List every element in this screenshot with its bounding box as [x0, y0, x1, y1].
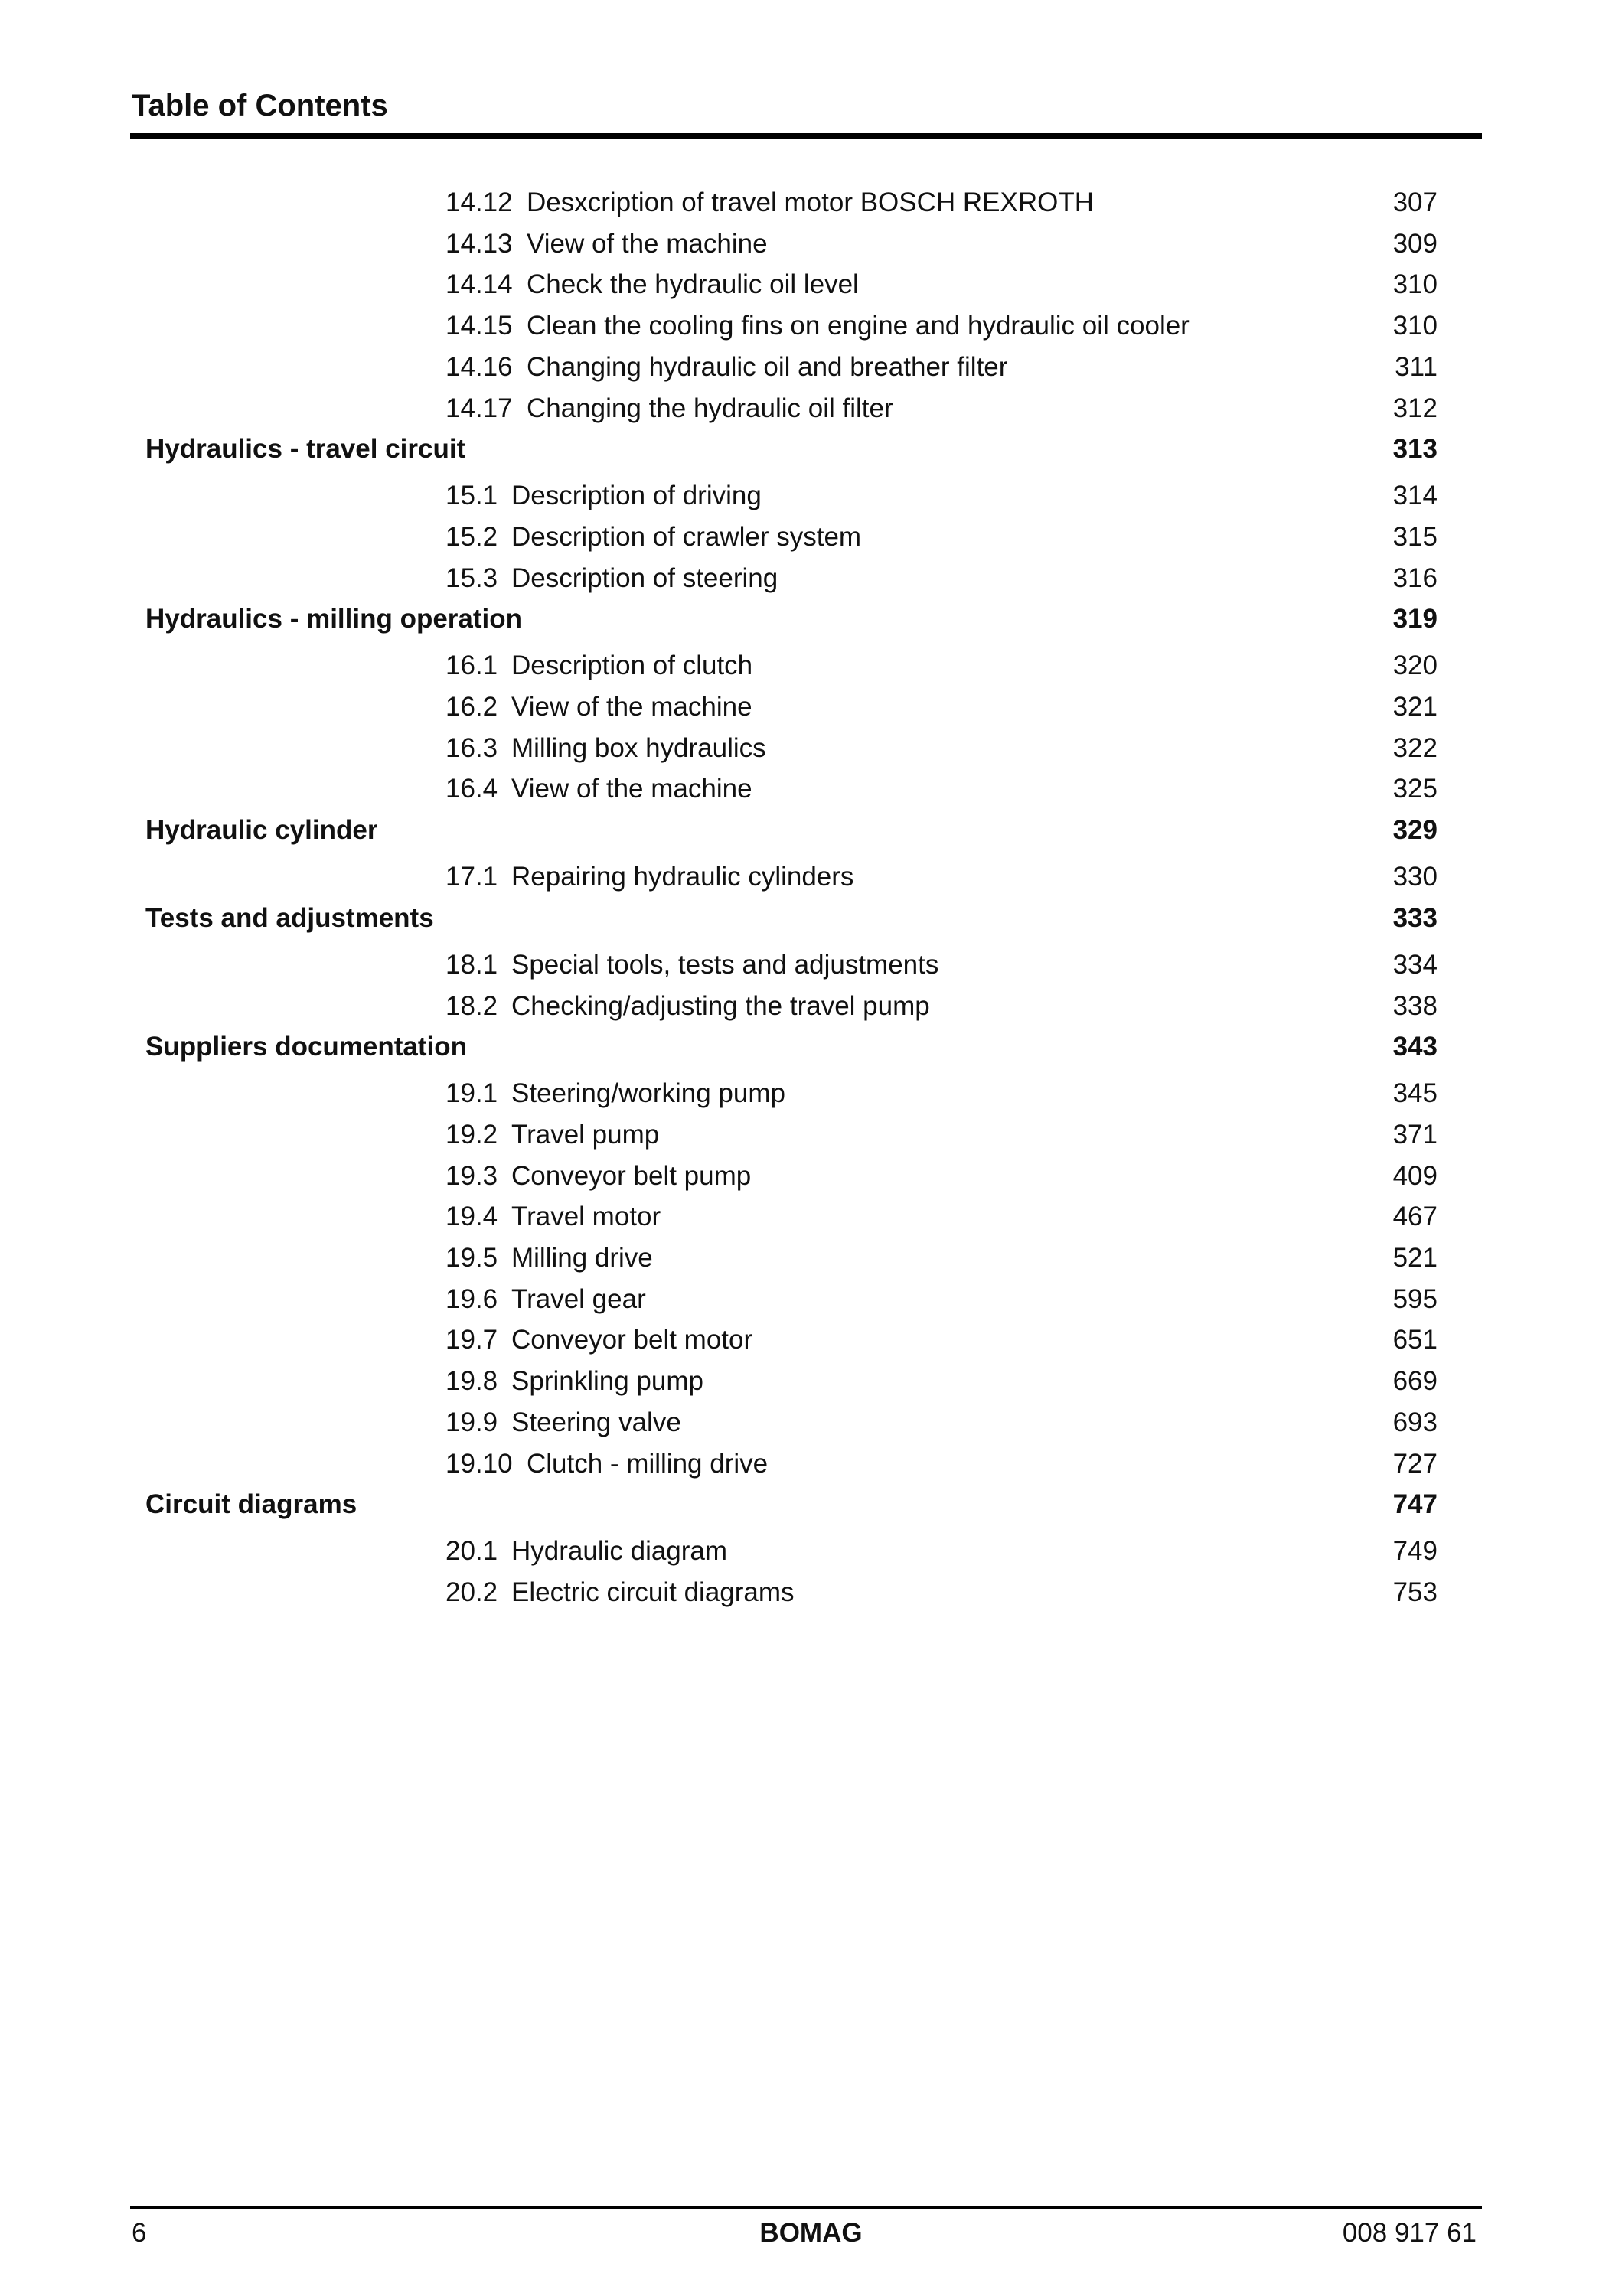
toc-page-number: 693 [1392, 1407, 1438, 1437]
toc-page-number: 334 [1392, 949, 1438, 980]
toc-section-title: View of the machine [527, 228, 768, 259]
toc-chapter-row[interactable] [0, 902, 1622, 935]
toc-section-title: View of the machine [511, 692, 752, 722]
toc-section-title: Description of crawler system [511, 521, 862, 552]
toc-page-number: 320 [1392, 651, 1438, 681]
footer-brand: BOMAG [759, 2218, 863, 2248]
toc-section-number: 14.12 [445, 188, 513, 217]
toc-section-row[interactable] [0, 990, 1622, 1023]
toc-section-number: 15.1 [445, 481, 498, 511]
toc-section-row[interactable] [0, 351, 1622, 384]
toc-page-number: 727 [1392, 1448, 1438, 1479]
toc-section-row[interactable] [0, 1283, 1622, 1316]
toc-chapter-row[interactable] [0, 602, 1622, 636]
toc-page-number: 467 [1392, 1202, 1438, 1232]
toc-section-title: Hydraulic diagram [511, 1536, 728, 1567]
toc-section-title: Desxcription of travel motor BOSCH REXROTH [527, 188, 1095, 217]
toc-section-title: Conveyor belt pump [511, 1160, 752, 1191]
toc-section-row[interactable] [0, 1159, 1622, 1193]
toc-section-title: Conveyor belt motor [511, 1325, 753, 1355]
toc-page-number: 325 [1392, 774, 1438, 804]
toc-page-number: 753 [1392, 1577, 1438, 1607]
toc-section-title: Description of driving [511, 481, 762, 511]
toc-section-number: 17.1 [445, 862, 498, 892]
toc-section-row[interactable] [0, 649, 1622, 683]
toc-section-title: Milling box hydraulics [511, 732, 766, 763]
toc-section-title: Changing hydraulic oil and breather filter [527, 351, 1008, 382]
toc-page-number: 371 [1392, 1119, 1438, 1150]
toc-page-number: 343 [1392, 1032, 1438, 1062]
toc-page-number: 319 [1392, 604, 1438, 634]
toc-page-number: 338 [1392, 990, 1438, 1021]
toc-page-number: 747 [1392, 1489, 1438, 1520]
toc-section-title: Changing the hydraulic oil filter [527, 393, 893, 423]
toc-section-title: Travel gear [511, 1283, 646, 1314]
toc-section-number: 19.4 [445, 1202, 498, 1232]
toc-section-number: 19.8 [445, 1366, 498, 1397]
footer-divider [130, 2206, 1482, 2209]
toc-section-row[interactable] [0, 860, 1622, 894]
footer-doc-number: 008 917 61 [1342, 2218, 1477, 2248]
toc-page-number: 330 [1392, 862, 1438, 892]
toc-section-number: 19.10 [445, 1448, 513, 1479]
toc-section-number: 19.3 [445, 1160, 498, 1191]
toc-section-title: Travel motor [511, 1202, 661, 1232]
toc-page-number: 313 [1392, 434, 1438, 465]
toc-page-number: 333 [1392, 902, 1438, 933]
toc-section-number: 16.4 [445, 774, 498, 804]
toc-chapter-title: Circuit diagrams [145, 1489, 357, 1520]
toc-section-row[interactable] [0, 732, 1622, 765]
toc-page-number: 749 [1392, 1536, 1438, 1567]
toc-section-number: 20.2 [445, 1577, 498, 1607]
toc-page-number: 315 [1392, 521, 1438, 552]
toc-section-number: 19.2 [445, 1119, 498, 1150]
toc-section-number: 14.13 [445, 228, 513, 259]
toc-section-row[interactable] [0, 479, 1622, 513]
toc-section-number: 14.16 [445, 351, 513, 382]
footer-page-number: 6 [132, 2218, 147, 2248]
toc-section-row[interactable] [0, 1406, 1622, 1440]
toc-chapter-title: Tests and adjustments [145, 902, 434, 933]
toc-section-row[interactable] [0, 690, 1622, 724]
toc-chapter-row[interactable] [0, 1488, 1622, 1521]
toc-section-title: Special tools, tests and adjustments [511, 949, 939, 980]
toc-section-title: Clutch - milling drive [527, 1448, 769, 1479]
toc-page-number: 521 [1392, 1243, 1438, 1273]
toc-page-number: 312 [1392, 393, 1438, 423]
toc-section-row[interactable] [0, 309, 1622, 343]
toc-section-title: Description of clutch [511, 651, 753, 681]
toc-section-row[interactable] [0, 186, 1622, 220]
toc-page-number: 314 [1392, 481, 1438, 511]
toc-section-title: Travel pump [511, 1119, 660, 1150]
toc-section-number: 19.7 [445, 1325, 498, 1355]
toc-page-number: 345 [1392, 1078, 1438, 1109]
toc-section-row[interactable] [0, 1077, 1622, 1110]
toc-page-number: 595 [1392, 1283, 1438, 1314]
toc-section-number: 19.1 [445, 1078, 498, 1109]
toc-section-number: 19.5 [445, 1243, 498, 1273]
toc-section-title: Steering/working pump [511, 1078, 785, 1109]
toc-chapter-title: Suppliers documentation [145, 1032, 468, 1062]
toc-page-number: 307 [1392, 188, 1438, 217]
toc-section-number: 15.3 [445, 563, 498, 593]
toc-section-row[interactable] [0, 772, 1622, 806]
toc-section-row[interactable] [0, 948, 1622, 982]
toc-section-row[interactable] [0, 1534, 1622, 1568]
toc-section-number: 19.6 [445, 1283, 498, 1314]
toc-section-row[interactable] [0, 562, 1622, 595]
toc-page-number: 311 [1395, 351, 1438, 382]
toc-page-number: 329 [1392, 815, 1438, 846]
toc-section-number: 16.3 [445, 732, 498, 763]
toc-chapter-title: Hydraulics - milling operation [145, 604, 523, 634]
toc-section-title: Steering valve [511, 1407, 681, 1437]
toc-section-title: Checking/adjusting the travel pump [511, 990, 930, 1021]
toc-section-row[interactable] [0, 1576, 1622, 1609]
toc-section-title: Check the hydraulic oil level [527, 269, 859, 300]
toc-section-number: 16.1 [445, 651, 498, 681]
toc-page-number: 310 [1392, 269, 1438, 300]
toc-page-number: 310 [1392, 311, 1438, 341]
toc-section-number: 19.9 [445, 1407, 498, 1437]
toc-page-number: 321 [1392, 692, 1438, 722]
toc-page-number: 309 [1392, 228, 1438, 259]
toc-chapter-title: Hydraulic cylinder [145, 815, 378, 846]
toc-section-row[interactable] [0, 1241, 1622, 1275]
toc-chapter-row[interactable] [0, 814, 1622, 847]
toc-page-number: 409 [1392, 1160, 1438, 1191]
toc-section-row[interactable] [0, 392, 1622, 426]
toc-page-number: 322 [1392, 732, 1438, 763]
page-title: Table of Contents [132, 89, 388, 122]
toc-page-number: 669 [1392, 1366, 1438, 1397]
toc-section-row[interactable] [0, 1365, 1622, 1398]
toc-section-number: 20.1 [445, 1536, 498, 1567]
toc-chapter-title: Hydraulics - travel circuit [145, 434, 466, 465]
toc-section-title: Milling drive [511, 1243, 653, 1273]
toc-section-number: 18.1 [445, 949, 498, 980]
toc-section-row[interactable] [0, 1200, 1622, 1234]
toc-section-title: Electric circuit diagrams [511, 1577, 795, 1607]
toc-section-title: Description of steering [511, 563, 778, 593]
toc-page-number: 651 [1392, 1325, 1438, 1355]
toc-section-title: View of the machine [511, 774, 752, 804]
toc-page-number: 316 [1392, 563, 1438, 593]
toc-section-row[interactable] [0, 520, 1622, 554]
toc-section-title: Sprinkling pump [511, 1366, 703, 1397]
toc-chapter-row[interactable] [0, 1030, 1622, 1064]
toc-section-number: 15.2 [445, 521, 498, 552]
toc-section-number: 14.17 [445, 393, 513, 423]
toc-section-row[interactable] [0, 1323, 1622, 1357]
toc-section-row[interactable] [0, 1118, 1622, 1152]
toc-section-row[interactable] [0, 268, 1622, 302]
toc-section-number: 14.14 [445, 269, 513, 300]
toc-section-row[interactable] [0, 1447, 1622, 1481]
toc-section-number: 18.2 [445, 990, 498, 1021]
toc-section-number: 14.15 [445, 311, 513, 341]
toc-section-row[interactable] [0, 227, 1622, 261]
toc-section-number: 16.2 [445, 692, 498, 722]
toc-chapter-row[interactable] [0, 432, 1622, 466]
header-divider [130, 133, 1482, 139]
toc-section-title: Repairing hydraulic cylinders [511, 862, 854, 892]
toc-section-title: Clean the cooling fins on engine and hydraulic oil cooler [527, 311, 1190, 341]
